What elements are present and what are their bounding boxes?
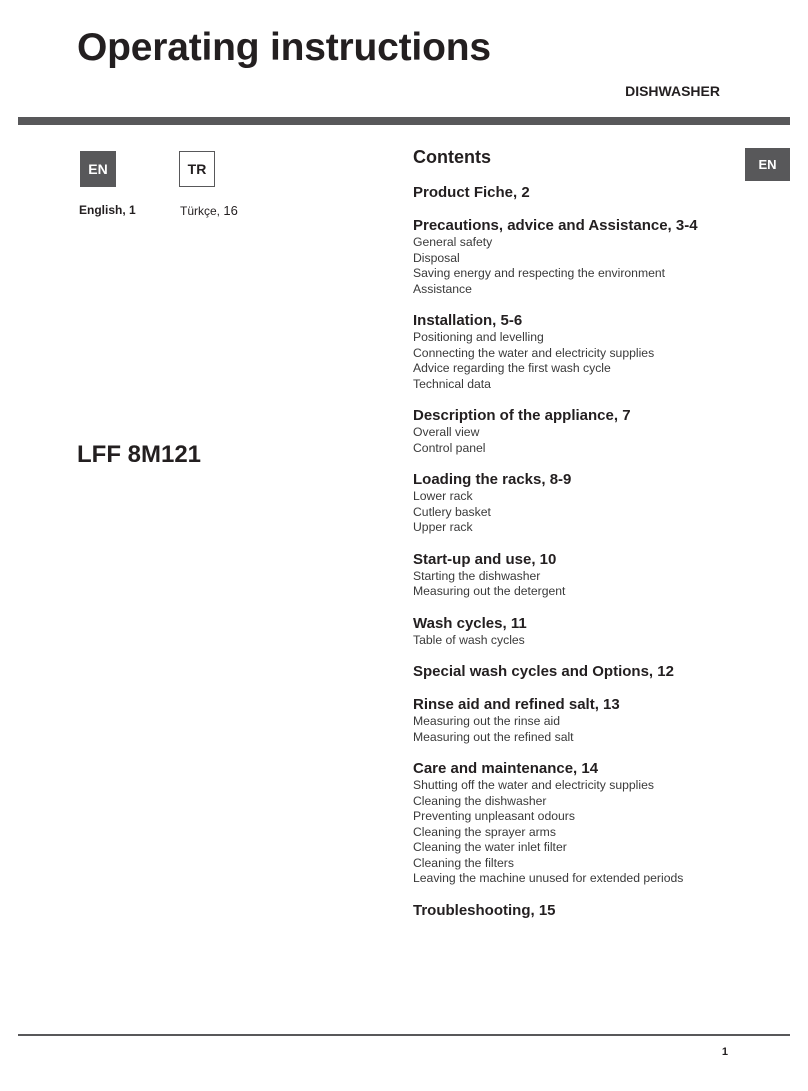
contents-section-item[interactable]: Starting the dishwasher [413, 568, 541, 583]
contents-section-title[interactable]: Description of the appliance, 7 [413, 407, 631, 424]
page-title: Operating instructions [77, 26, 491, 69]
language-name-tr: Türkçe, [180, 204, 221, 218]
contents-section-item[interactable]: Cleaning the filters [413, 855, 514, 870]
contents-section-item[interactable]: Technical data [413, 376, 491, 391]
contents-section-item[interactable]: Cleaning the dishwasher [413, 793, 547, 808]
contents-section [413, 471, 733, 536]
contents-section [413, 407, 733, 456]
contents-section-item[interactable]: Leaving the machine unused for extended periods [413, 871, 684, 885]
contents-section [413, 615, 733, 649]
product-category: DISHWASHER [625, 83, 720, 99]
contents-section-title[interactable]: Precautions, advice and Assistance, 3-4 [413, 217, 698, 234]
contents-section-title[interactable]: Loading the racks, 8-9 [413, 471, 572, 488]
contents-section-item[interactable]: Measuring out the detergent [413, 584, 566, 598]
contents-section-item[interactable]: Disposal [413, 250, 460, 265]
contents-section-item[interactable]: Saving energy and respecting the environment [413, 266, 666, 280]
contents-section-item[interactable]: Table of wash cycles [413, 632, 525, 647]
contents-section [413, 551, 733, 600]
contents-section-item[interactable]: Shutting off the water and electricity supplies [413, 778, 654, 792]
contents-section-item[interactable]: Connecting the water and electricity supplies [413, 345, 655, 360]
contents-section-item[interactable]: Lower rack [413, 489, 473, 503]
contents-section-title[interactable]: Troubleshooting, 15 [413, 901, 556, 919]
contents-sections [413, 184, 733, 920]
language-page-tr: 16 [223, 203, 238, 218]
contents-section-item[interactable]: Measuring out the rinse aid [413, 714, 561, 728]
contents-section-item[interactable]: Cleaning the water inlet filter [413, 840, 567, 854]
contents-section-title[interactable]: Installation, 5-6 [413, 312, 523, 329]
contents-section [413, 902, 733, 920]
contents-section-item[interactable]: Overall view [413, 425, 480, 439]
contents-section-item[interactable]: Measuring out the refined salt [413, 729, 574, 744]
contents-section [413, 312, 733, 392]
contents-section-title[interactable]: Wash cycles, 11 [413, 614, 527, 632]
table-of-contents [413, 146, 733, 935]
contents-section-title[interactable]: Product Fiche, 2 [413, 184, 530, 201]
contents-section [413, 760, 733, 887]
language-name-en: English, [79, 203, 126, 217]
contents-section-title[interactable]: Special wash cycles and Options, 12 [413, 663, 674, 680]
footer-divider [18, 1034, 790, 1036]
contents-section-title[interactable]: Rinse aid and refined salt, 13 [413, 696, 620, 713]
page-number: 1 [721, 1046, 728, 1058]
contents-section-item[interactable]: Advice regarding the first wash cycle [413, 361, 611, 375]
language-badge-tr[interactable]: TR [179, 151, 215, 187]
language-label-tr[interactable] [180, 203, 238, 218]
contents-section [413, 696, 733, 745]
language-label-en[interactable] [79, 203, 136, 217]
contents-section-title[interactable]: Care and maintenance, 14 [413, 760, 599, 777]
language-side-tab: EN [745, 148, 790, 181]
language-badge-en[interactable]: EN [80, 151, 116, 187]
contents-section-item[interactable]: Cleaning the sprayer arms [413, 824, 556, 839]
contents-section-item[interactable]: General safety [413, 235, 493, 249]
contents-section [413, 663, 733, 681]
contents-section-item[interactable]: Preventing unpleasant odours [413, 809, 575, 823]
model-number: LFF 8M121 [77, 441, 202, 468]
contents-section-item[interactable]: Upper rack [413, 520, 473, 534]
language-page-en: 1 [129, 203, 136, 217]
contents-section [413, 217, 733, 297]
contents-heading: Contents [413, 147, 491, 167]
contents-section-item[interactable]: Cutlery basket [413, 504, 491, 519]
contents-section-title[interactable]: Start-up and use, 10 [413, 550, 557, 568]
contents-section [413, 184, 733, 202]
contents-section-item[interactable]: Control panel [413, 440, 486, 455]
contents-section-item[interactable]: Positioning and levelling [413, 330, 544, 344]
contents-section-item[interactable]: Assistance [413, 281, 472, 296]
header-divider [18, 117, 790, 125]
